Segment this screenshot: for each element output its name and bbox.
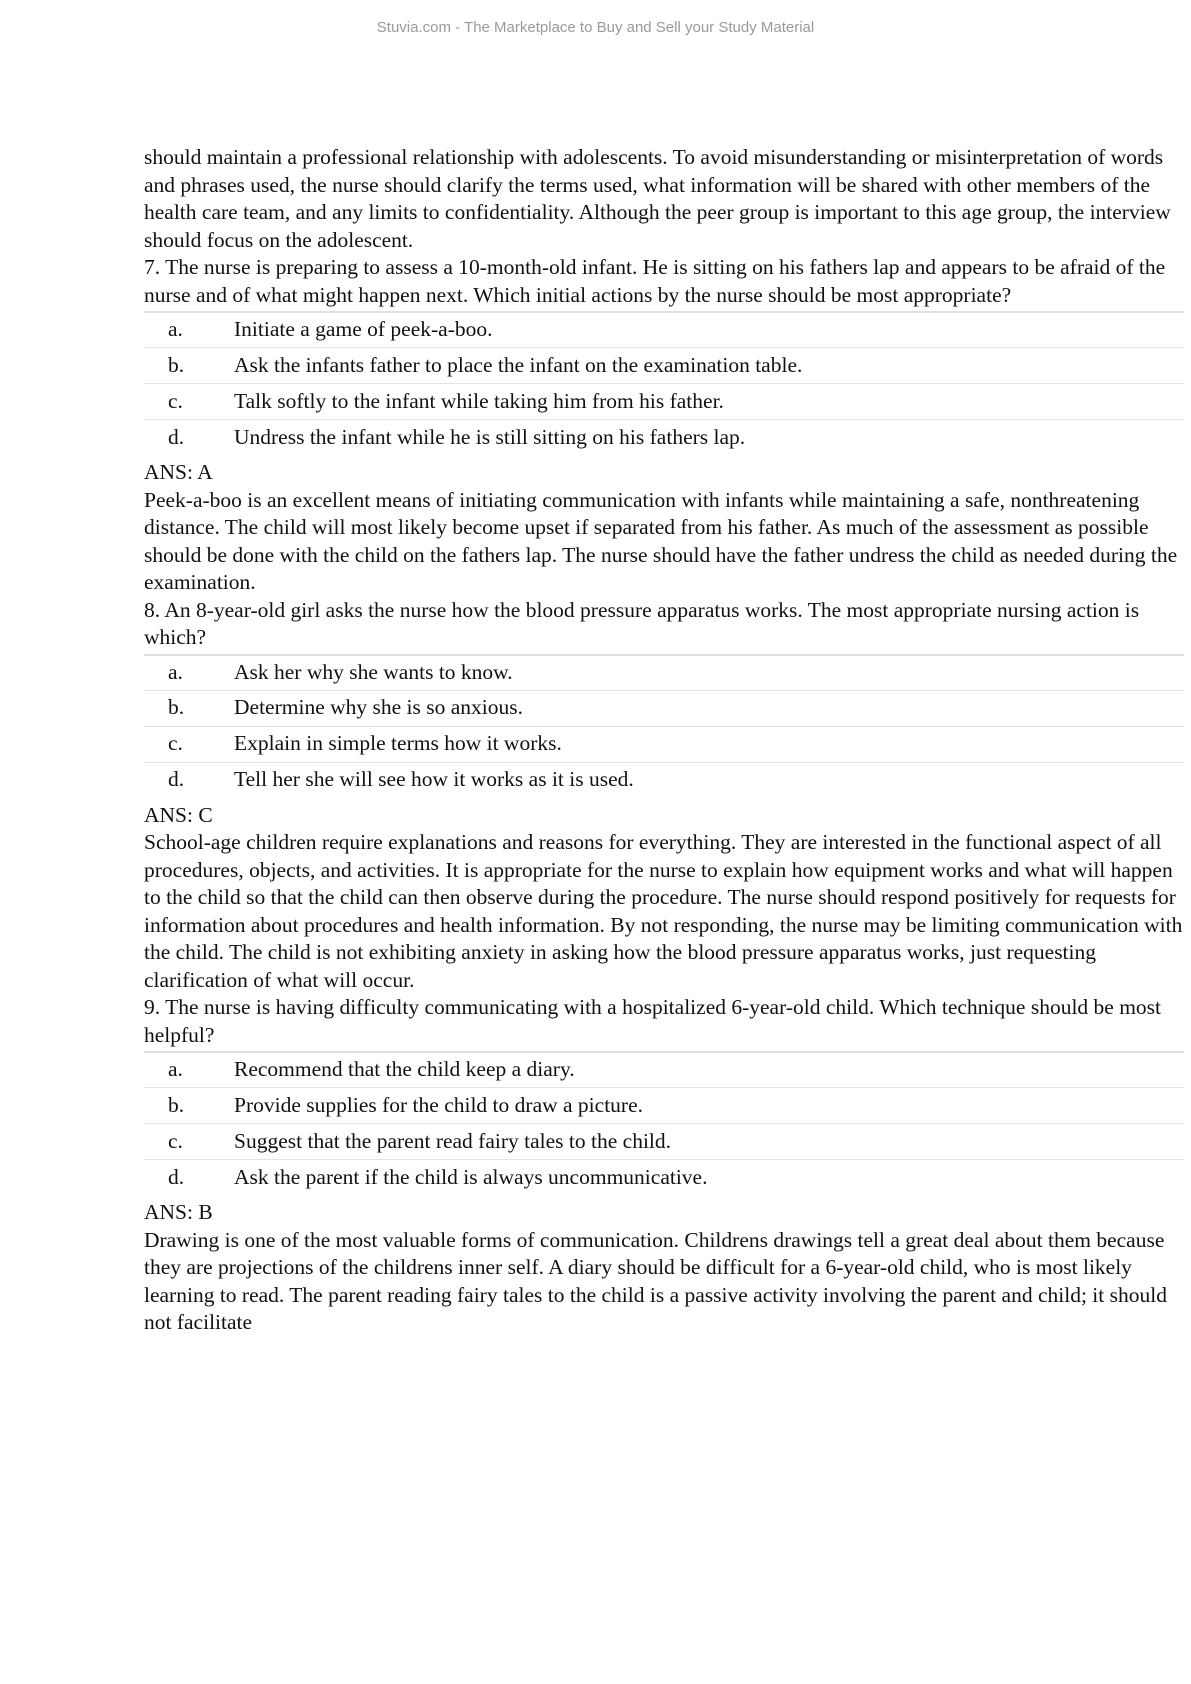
answer-key: ANS: B bbox=[144, 1200, 213, 1224]
option-letter: c. bbox=[168, 731, 183, 756]
option-letter: d. bbox=[168, 424, 185, 449]
option-row bbox=[144, 762, 1184, 798]
question-stem: 7. The nurse is preparing to assess a 10-month-old infant. He is sitting on his fathers lap and appears to be afraid of the nurse and of what might happen next. Which initial actions by the nurse should be most appropriate? bbox=[144, 255, 1166, 307]
option-text: Ask the infants father to place the infant on the examination table. bbox=[234, 352, 803, 377]
question-block bbox=[144, 597, 1184, 995]
option-row bbox=[144, 1051, 1184, 1087]
options-list bbox=[144, 1051, 1184, 1195]
option-letter: b. bbox=[168, 1092, 185, 1117]
option-row bbox=[144, 1087, 1184, 1123]
document-body bbox=[144, 144, 1184, 1337]
question-stem: 9. The nurse is having difficulty communicating with a hospitalized 6-year-old child. Which technique should be most helpful? bbox=[144, 995, 1162, 1047]
option-row bbox=[144, 311, 1184, 347]
answer-key: ANS: C bbox=[144, 802, 213, 827]
option-letter: d. bbox=[168, 767, 185, 792]
option-text: Suggest that the parent read fairy tales to the child. bbox=[234, 1128, 672, 1153]
question-stem: 8. An 8-year-old girl asks the nurse how the blood pressure apparatus works. The most appropriate nursing action is which? bbox=[144, 597, 1140, 649]
option-text: Determine why she is so anxious. bbox=[234, 695, 524, 720]
option-row bbox=[144, 383, 1184, 419]
option-row bbox=[144, 1159, 1184, 1195]
option-text: Undress the infant while he is still sitting on his fathers lap. bbox=[234, 424, 746, 449]
option-text: Recommend that the child keep a diary. bbox=[234, 1057, 575, 1082]
option-row bbox=[144, 1123, 1184, 1159]
option-letter: d. bbox=[168, 1164, 185, 1189]
option-text: Provide supplies for the child to draw a picture. bbox=[234, 1092, 643, 1117]
option-text: Ask the parent if the child is always uncommunicative. bbox=[234, 1164, 708, 1189]
answer-key: ANS: A bbox=[144, 460, 213, 484]
option-letter: c. bbox=[168, 388, 183, 413]
options-list bbox=[144, 654, 1184, 798]
option-text: Tell her she will see how it works as it is used. bbox=[234, 767, 634, 792]
rationale-paragraph: Drawing is one of the most valuable forms of communication. Childrens drawings tell a great deal about them because they are projections of the childrens inner self. A diary should be difficult for a 6-year-old child, who is most likely learning to read. The parent reading fairy tales to the child is a passive activity involving the parent and child; it should not facilitate bbox=[144, 1227, 1167, 1334]
option-row bbox=[144, 347, 1184, 383]
option-letter: c. bbox=[168, 1128, 183, 1153]
options-list bbox=[144, 311, 1184, 455]
option-text: Initiate a game of peek-a-boo. bbox=[234, 317, 493, 342]
question-block bbox=[144, 254, 1184, 597]
rationale-paragraph: Peek-a-boo is an excellent means of initiating communication with infants while maintaining a safe, nonthreatening distance. The child will most likely become upset if separated from his father. As much of the assessment as possible should be done with the child on the fathers lap. The nurse should have the father undress the child as needed during the examination. bbox=[144, 487, 1178, 594]
option-text: Ask her why she wants to know. bbox=[234, 659, 513, 684]
option-row bbox=[144, 654, 1184, 690]
option-text: Explain in simple terms how it works. bbox=[234, 731, 562, 756]
option-letter: a. bbox=[168, 317, 183, 342]
option-row bbox=[144, 419, 1184, 455]
intro-paragraph: should maintain a professional relationship with adolescents. To avoid misunderstanding or misinterpretation of words and phrases used, the nurse should clarify the terms used, what information will be shared with other members of the health care team, and any limits to confidentiality. Although the peer group is important to this age group, the interview should focus on the adolescent. bbox=[144, 145, 1171, 252]
option-letter: b. bbox=[168, 352, 185, 377]
option-letter: a. bbox=[168, 659, 183, 684]
page-header: Stuvia.com - The Marketplace to Buy and Sell your Study Material bbox=[376, 19, 815, 36]
option-text: Talk softly to the infant while taking him from his father. bbox=[234, 388, 724, 413]
option-row bbox=[144, 726, 1184, 762]
question-block bbox=[144, 994, 1184, 1337]
option-letter: b. bbox=[168, 695, 185, 720]
option-row bbox=[144, 690, 1184, 726]
rationale-paragraph: School-age children require explanations and reasons for everything. They are interested in the functional aspect of all procedures, objects, and activities. It is appropriate for the nurse to explain how equipment works and what will happen to the child so that the child can then observe during the procedure. The nurse should respond positively for requests for information about procedures and health information. By not responding, the nurse may be limiting communication with the child. The child is not exhibiting anxiety in asking how the blood pressure apparatus works, just requesting clarification of what will occur. bbox=[144, 830, 1183, 992]
option-letter: a. bbox=[168, 1057, 183, 1082]
